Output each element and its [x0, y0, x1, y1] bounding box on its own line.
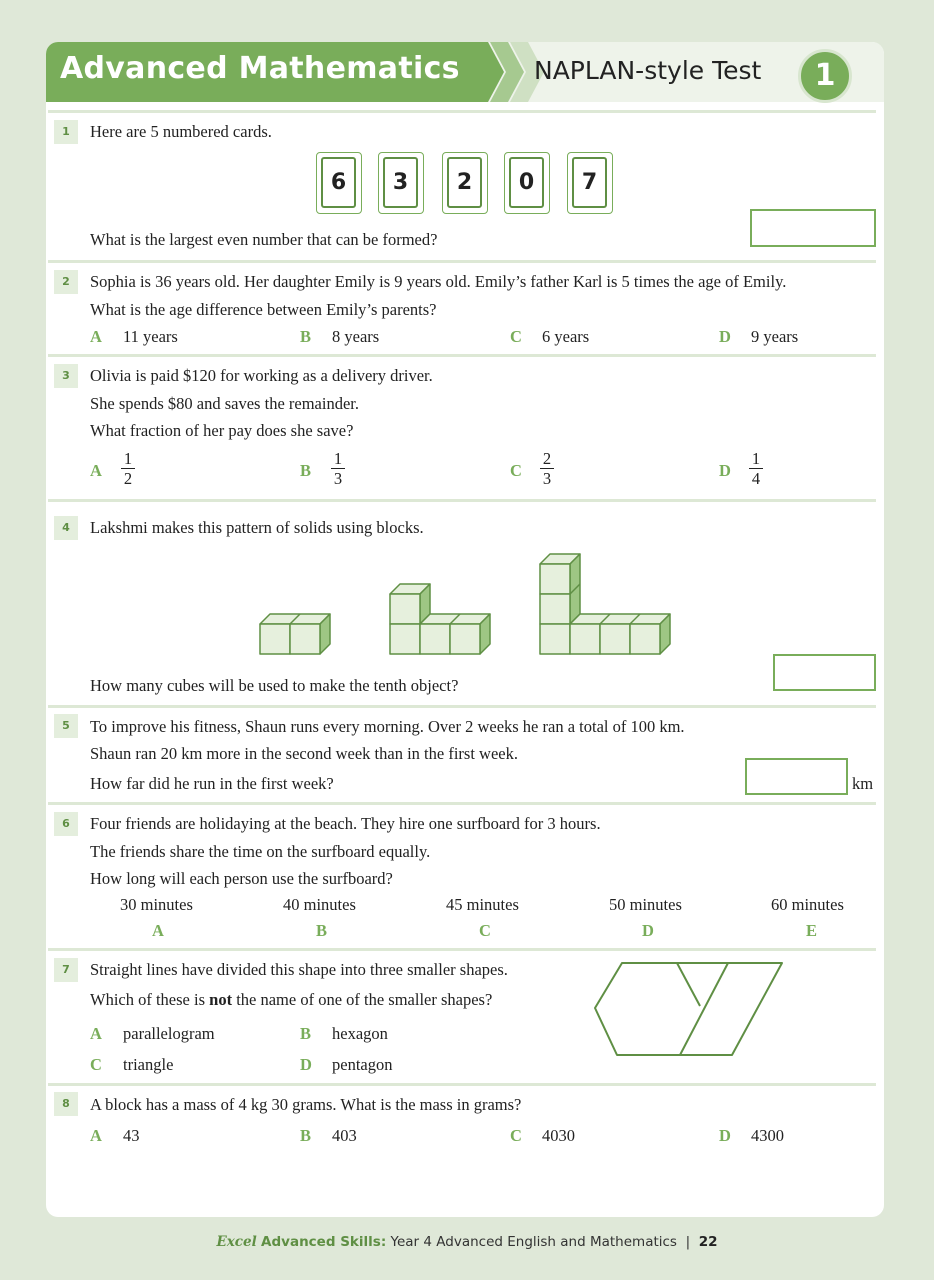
question-prompt: What is the largest even number that can be formed? — [90, 230, 438, 249]
divider — [48, 705, 876, 708]
cube-object-3 — [540, 554, 670, 654]
option-text[interactable]: parallelogram — [123, 1024, 215, 1043]
page-title: Advanced Mathematics — [60, 51, 460, 86]
number-card: 0 — [504, 152, 550, 214]
question-text: Here are 5 numbered cards. — [90, 122, 272, 141]
divider — [48, 354, 876, 357]
cube-pattern-diagram — [246, 547, 686, 662]
book-title: Year 4 Advanced English and Mathematics — [390, 1234, 677, 1250]
fraction-option[interactable]: 1 4 — [748, 450, 764, 487]
divider — [48, 1083, 876, 1086]
header — [46, 42, 884, 102]
question-number: 6 — [54, 812, 78, 836]
answer-box[interactable] — [773, 654, 876, 691]
divider — [48, 110, 876, 113]
option-text[interactable]: 4300 — [751, 1126, 784, 1145]
question-text: What fraction of her pay does she save? — [90, 421, 354, 440]
question-text: She spends $80 and saves the remainder. — [90, 394, 359, 413]
option-text[interactable]: 6 years — [542, 327, 590, 346]
question-text: The friends share the time on the surfboard equally. — [90, 842, 431, 861]
option-text[interactable]: 403 — [332, 1126, 357, 1145]
option-letter: C — [510, 461, 522, 480]
question-text: How long will each person use the surfboard? — [90, 869, 393, 888]
question-text: Four friends are holidaying at the beach. They hire one surfboard for 3 hours. — [90, 814, 601, 833]
option-text[interactable]: 60 minutes — [771, 895, 844, 914]
option-text[interactable]: 45 minutes — [446, 895, 519, 914]
fraction-option[interactable]: 2 3 — [539, 450, 555, 487]
divider — [48, 948, 876, 951]
option-text[interactable]: 11 years — [123, 327, 178, 346]
option-text[interactable]: 8 years — [332, 327, 380, 346]
fraction-option[interactable]: 1 3 — [330, 450, 346, 487]
option-letter: C — [479, 921, 491, 940]
option-text[interactable]: 50 minutes — [609, 895, 682, 914]
fraction-option[interactable]: 1 2 — [120, 450, 136, 487]
answer-box[interactable] — [745, 758, 848, 795]
question-text: Straight lines have divided this shape into three smaller shapes. — [90, 960, 508, 979]
divider — [48, 802, 876, 805]
option-letter: C — [90, 1055, 102, 1074]
question-text: Sophia is 36 years old. Her daughter Emily is 9 years old. Emily’s father Karl is 5 times the age of Emily. — [90, 272, 787, 291]
question-text: Lakshmi makes this pattern of solids using blocks. — [90, 518, 424, 537]
option-letter: D — [719, 461, 731, 480]
question-text: Which of these is not the name of one of the smaller shapes? — [90, 990, 493, 1009]
test-number-badge: 1 — [798, 49, 852, 103]
worksheet-page — [46, 42, 884, 1217]
question-text: To improve his fitness, Shaun runs every morning. Over 2 weeks he ran a total of 100 km. — [90, 717, 685, 736]
answer-box[interactable] — [750, 209, 876, 247]
test-subtitle: NAPLAN-style Test — [534, 56, 762, 85]
question-text: What is the age difference between Emily’s parents? — [90, 300, 437, 319]
question-text: Shaun ran 20 km more in the second week than in the first week. — [90, 744, 518, 763]
question-number: 5 — [54, 714, 78, 738]
option-letter: D — [719, 327, 731, 346]
number-card: 6 — [316, 152, 362, 214]
option-letter: A — [90, 461, 102, 480]
option-letter: B — [300, 461, 312, 480]
question-text: Olivia is paid $120 for working as a delivery driver. — [90, 366, 433, 385]
option-letter: C — [510, 327, 522, 346]
option-text[interactable]: 43 — [123, 1126, 140, 1145]
divider — [48, 260, 876, 263]
option-letter: B — [300, 1024, 312, 1043]
option-letter: D — [642, 921, 654, 940]
option-text[interactable]: 4030 — [542, 1126, 575, 1145]
footer-divider: | — [685, 1234, 691, 1250]
option-letter: A — [90, 1126, 102, 1145]
question-number: 4 — [54, 516, 78, 540]
option-text[interactable]: 9 years — [751, 327, 799, 346]
option-letter: B — [300, 1126, 312, 1145]
option-text[interactable]: 40 minutes — [283, 895, 356, 914]
option-letter: A — [152, 921, 164, 940]
option-letter: B — [316, 921, 328, 940]
option-text[interactable]: pentagon — [332, 1055, 393, 1074]
option-letter: B — [300, 327, 312, 346]
option-letter: E — [806, 921, 818, 940]
question-number: 7 — [54, 958, 78, 982]
number-card: 2 — [442, 152, 488, 214]
option-letter: D — [300, 1055, 312, 1074]
option-text[interactable]: triangle — [123, 1055, 174, 1074]
question-prompt: How many cubes will be used to make the tenth object? — [90, 676, 459, 695]
series-name: Advanced Skills: — [261, 1234, 387, 1250]
option-letter: D — [719, 1126, 731, 1145]
page-footer — [0, 1234, 934, 1250]
unit-label: km — [852, 774, 874, 793]
cube-object-1 — [260, 614, 330, 654]
option-letter: A — [90, 1024, 102, 1043]
option-text[interactable]: 30 minutes — [120, 895, 193, 914]
option-letter: C — [510, 1126, 522, 1145]
number-card: 7 — [567, 152, 613, 214]
cube-object-2 — [390, 584, 490, 654]
question-number: 8 — [54, 1092, 78, 1116]
question-text: A block has a mass of 4 kg 30 grams. What is the mass in grams? — [90, 1095, 522, 1114]
divided-shape-diagram — [592, 960, 788, 1060]
question-number: 1 — [54, 120, 78, 144]
question-number: 2 — [54, 270, 78, 294]
question-number: 3 — [54, 364, 78, 388]
divider — [48, 499, 876, 502]
page-number: 22 — [698, 1234, 718, 1250]
option-letter: A — [90, 327, 102, 346]
number-card: 3 — [378, 152, 424, 214]
question-text: How far did he run in the first week? — [90, 774, 334, 793]
brand-name: Excel — [216, 1234, 257, 1250]
option-text[interactable]: hexagon — [332, 1024, 388, 1043]
